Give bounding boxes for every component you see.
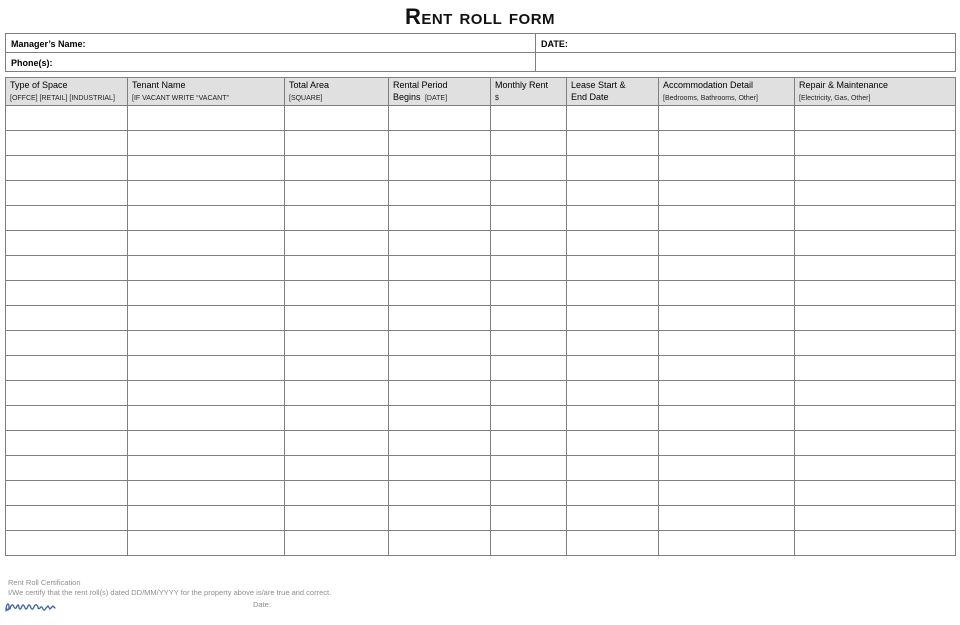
table-cell[interactable] (285, 181, 389, 206)
table-cell[interactable] (795, 206, 956, 231)
table-cell[interactable] (659, 381, 795, 406)
table-cell[interactable] (285, 256, 389, 281)
table-cell[interactable] (128, 256, 285, 281)
table-cell[interactable] (6, 231, 128, 256)
table-cell[interactable] (389, 481, 491, 506)
table-cell[interactable] (491, 256, 567, 281)
table-cell[interactable] (285, 306, 389, 331)
table-cell[interactable] (567, 481, 659, 506)
table-cell[interactable] (128, 106, 285, 131)
table-cell[interactable] (795, 231, 956, 256)
table-cell[interactable] (567, 331, 659, 356)
table-cell[interactable] (128, 156, 285, 181)
table-cell[interactable] (389, 181, 491, 206)
form-title: Rent roll form (404, 4, 556, 29)
table-cell[interactable] (389, 231, 491, 256)
table-cell[interactable] (389, 306, 491, 331)
table-cell[interactable] (491, 331, 567, 356)
table-cell[interactable] (659, 356, 795, 381)
table-row (6, 281, 956, 306)
table-cell[interactable] (128, 531, 285, 556)
table-cell[interactable] (285, 206, 389, 231)
date-label: DATE: (541, 39, 568, 49)
column-header-5: Lease Start & End Date (567, 78, 659, 106)
table-cell[interactable] (567, 181, 659, 206)
table-cell[interactable] (567, 406, 659, 431)
table-cell[interactable] (285, 406, 389, 431)
table-cell[interactable] (6, 306, 128, 331)
table-cell[interactable] (659, 106, 795, 131)
table-cell[interactable] (491, 281, 567, 306)
manager-name-label: Manager’s Name: (11, 39, 86, 49)
table-cell[interactable] (795, 431, 956, 456)
table-cell[interactable] (285, 231, 389, 256)
table-cell[interactable] (6, 431, 128, 456)
table-cell[interactable] (491, 506, 567, 531)
table-cell[interactable] (6, 131, 128, 156)
table-row (6, 206, 956, 231)
table-cell[interactable] (659, 231, 795, 256)
table-cell[interactable] (6, 181, 128, 206)
table-cell[interactable] (389, 206, 491, 231)
column-header-3: Rental Period Begins [DATE] (389, 78, 491, 106)
table-cell[interactable] (491, 356, 567, 381)
table-cell[interactable] (128, 206, 285, 231)
column-header-4: Monthly Rent $ (491, 78, 567, 106)
table-cell[interactable] (567, 106, 659, 131)
phones-field[interactable] (6, 53, 536, 72)
column-header-7: Repair & Maintenance [Electricity, Gas, Other] (795, 78, 956, 106)
table-cell[interactable] (491, 531, 567, 556)
table-cell[interactable] (285, 281, 389, 306)
table-cell[interactable] (567, 206, 659, 231)
table-cell[interactable] (659, 306, 795, 331)
table-row (6, 406, 956, 431)
table-cell[interactable] (285, 331, 389, 356)
table-cell[interactable] (491, 481, 567, 506)
table-cell[interactable] (659, 131, 795, 156)
table-cell[interactable] (491, 431, 567, 456)
table-cell[interactable] (285, 156, 389, 181)
rent-roll-table (5, 77, 956, 556)
table-cell[interactable] (795, 106, 956, 131)
table-cell[interactable] (128, 381, 285, 406)
table-cell[interactable] (567, 156, 659, 181)
table-cell[interactable] (795, 331, 956, 356)
table-cell[interactable] (795, 456, 956, 481)
table-cell[interactable] (659, 181, 795, 206)
table-cell[interactable] (491, 131, 567, 156)
table-cell[interactable] (389, 106, 491, 131)
table-cell[interactable] (389, 331, 491, 356)
table-cell[interactable] (6, 356, 128, 381)
table-cell[interactable] (128, 281, 285, 306)
table-cell[interactable] (795, 281, 956, 306)
certification-section (8, 578, 948, 614)
column-header-1: Tenant Name [IF VACANT WRITE “VACANT” (128, 78, 285, 106)
info-row-2 (6, 53, 956, 72)
table-cell[interactable] (389, 406, 491, 431)
table-cell[interactable] (659, 406, 795, 431)
table-cell[interactable] (128, 306, 285, 331)
table-cell[interactable] (567, 231, 659, 256)
table-cell[interactable] (285, 106, 389, 131)
column-header-0: Type of Space [OFFCE] [RETAIL] [INDUSTRIAL] (6, 78, 128, 106)
table-row (6, 331, 956, 356)
table-cell[interactable] (491, 456, 567, 481)
table-cell[interactable] (795, 381, 956, 406)
table-cell[interactable] (128, 181, 285, 206)
table-cell[interactable] (285, 381, 389, 406)
table-cell[interactable] (659, 156, 795, 181)
signature-row (8, 598, 948, 614)
table-cell[interactable] (567, 306, 659, 331)
table-cell[interactable] (285, 431, 389, 456)
table-cell[interactable] (389, 431, 491, 456)
table-cell[interactable] (795, 131, 956, 156)
table-cell[interactable] (389, 381, 491, 406)
table-row (6, 131, 956, 156)
table-cell[interactable] (567, 356, 659, 381)
table-cell[interactable] (567, 456, 659, 481)
table-cell[interactable] (389, 131, 491, 156)
table-row (6, 531, 956, 556)
table-cell[interactable] (389, 256, 491, 281)
table-row (6, 306, 956, 331)
table-body (6, 106, 956, 556)
table-cell[interactable] (6, 206, 128, 231)
table-cell[interactable] (659, 431, 795, 456)
table-cell[interactable] (128, 406, 285, 431)
table-cell[interactable] (491, 106, 567, 131)
table-row (6, 156, 956, 181)
table-cell[interactable] (6, 156, 128, 181)
table-cell[interactable] (491, 181, 567, 206)
table-cell[interactable] (659, 206, 795, 231)
table-header-row (6, 78, 956, 106)
table-cell[interactable] (491, 206, 567, 231)
table-cell[interactable] (659, 281, 795, 306)
table-cell[interactable] (567, 506, 659, 531)
table-cell[interactable] (128, 481, 285, 506)
column-header-2: Total Area [SQUARE] (285, 78, 389, 106)
table-cell[interactable] (389, 156, 491, 181)
table-cell[interactable] (659, 331, 795, 356)
table-row (6, 381, 956, 406)
certification-title: Rent Roll Certification (8, 578, 81, 587)
table-cell[interactable] (659, 481, 795, 506)
table-cell[interactable] (285, 456, 389, 481)
table-cell[interactable] (6, 506, 128, 531)
table-cell[interactable] (567, 531, 659, 556)
table-cell[interactable] (128, 431, 285, 456)
table-cell[interactable] (6, 256, 128, 281)
table-cell[interactable] (128, 231, 285, 256)
table-cell[interactable] (795, 156, 956, 181)
column-header-6: Accommodation Detail [Bedrooms, Bathrooms, Other] (659, 78, 795, 106)
table-cell[interactable] (795, 406, 956, 431)
table-cell[interactable] (567, 431, 659, 456)
table-cell[interactable] (795, 531, 956, 556)
table-cell[interactable] (389, 456, 491, 481)
info-empty-cell[interactable] (536, 53, 956, 72)
table-row (6, 356, 956, 381)
phones-label: Phone(s): (11, 58, 53, 68)
table-cell[interactable] (795, 481, 956, 506)
table-cell[interactable] (6, 106, 128, 131)
table-cell[interactable] (795, 256, 956, 281)
table-cell[interactable] (659, 506, 795, 531)
table-cell[interactable] (285, 131, 389, 156)
table-cell[interactable] (128, 356, 285, 381)
table-cell[interactable] (491, 156, 567, 181)
table-cell[interactable] (128, 456, 285, 481)
table-cell[interactable] (389, 356, 491, 381)
table-cell[interactable] (795, 356, 956, 381)
table-cell[interactable] (491, 231, 567, 256)
table-row (6, 506, 956, 531)
info-row-1 (6, 34, 956, 53)
table-cell[interactable] (285, 481, 389, 506)
table-cell[interactable] (567, 381, 659, 406)
table-cell[interactable] (6, 406, 128, 431)
table-cell[interactable] (567, 256, 659, 281)
table-cell[interactable] (285, 531, 389, 556)
table-row (6, 231, 956, 256)
date-field[interactable] (536, 34, 956, 53)
table-cell[interactable] (6, 531, 128, 556)
table-cell[interactable] (285, 506, 389, 531)
certification-text: I/We certify that the rent roll(s) dated DD/MM/YYYY for the property above is/are true and correct. (8, 588, 332, 597)
signature-path (6, 604, 55, 611)
table-cell[interactable] (6, 331, 128, 356)
table-cell[interactable] (6, 481, 128, 506)
table-cell[interactable] (6, 456, 128, 481)
table-cell[interactable] (659, 531, 795, 556)
table-cell[interactable] (491, 406, 567, 431)
table-cell[interactable] (128, 506, 285, 531)
table-row (6, 456, 956, 481)
table-cell[interactable] (567, 281, 659, 306)
table-row (6, 181, 956, 206)
table-cell[interactable] (128, 331, 285, 356)
table-cell[interactable] (795, 506, 956, 531)
signature-scribble (4, 599, 58, 614)
table-cell[interactable] (659, 256, 795, 281)
table-cell[interactable] (659, 456, 795, 481)
table-row (6, 431, 956, 456)
table-cell[interactable] (389, 531, 491, 556)
table-row (6, 256, 956, 281)
table-cell[interactable] (389, 506, 491, 531)
table-cell[interactable] (795, 306, 956, 331)
table-cell[interactable] (795, 181, 956, 206)
table-cell[interactable] (128, 131, 285, 156)
table-cell[interactable] (389, 281, 491, 306)
table-cell[interactable] (491, 306, 567, 331)
table-cell[interactable] (491, 381, 567, 406)
table-cell[interactable] (285, 356, 389, 381)
footer-date-label: Date: (253, 600, 271, 609)
manager-name-field[interactable] (6, 34, 536, 53)
table-cell[interactable] (567, 131, 659, 156)
table-row (6, 481, 956, 506)
info-table (5, 33, 956, 72)
table-row (6, 106, 956, 131)
table-cell[interactable] (6, 381, 128, 406)
table-cell[interactable] (6, 281, 128, 306)
